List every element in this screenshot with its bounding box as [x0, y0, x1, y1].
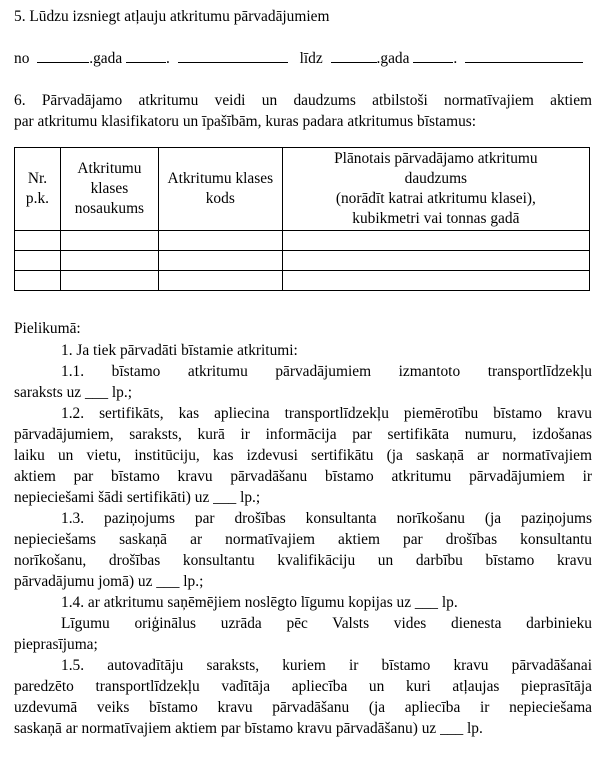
header-4-line-3: (norādīt katrai atkritumu klasei), — [335, 190, 536, 207]
appendix-item-1-2-a: 1.2. sertifikāts, kas apliecina transportlīdzekļu piemērotību bīstamo kravu — [61, 405, 592, 422]
table-cell[interactable] — [282, 271, 589, 291]
table-cell[interactable] — [60, 231, 158, 251]
header-planned-amount — [282, 148, 589, 231]
appendix-item-1-5-c: uzdevumā veiks bīstamo kravu pārvadāšanu (ja apliecība ir nepieciešama — [14, 699, 592, 716]
header-4-line-2: daudzums — [404, 170, 468, 187]
header-class-code: Atkritumu klases kods — [158, 148, 282, 231]
header-class-name: Atkritumu klases nosaukums — [60, 148, 158, 231]
table-header-row — [15, 148, 590, 231]
to-year-blank[interactable] — [413, 48, 453, 63]
from-year-label: .gada — [89, 50, 123, 67]
appendix-item-1-2-b: pārvadājumiem, saraksts, kurā ir informācija par sertifikāta numuru, izdošanas — [14, 426, 592, 443]
table-cell[interactable] — [15, 251, 61, 271]
table-cell[interactable] — [158, 271, 282, 291]
table-row — [15, 231, 590, 251]
table-cell[interactable] — [60, 251, 158, 271]
appendix-title: Pielikumā: — [14, 320, 81, 337]
originals-note-b: pieprasījuma; — [14, 636, 98, 653]
appendix-item-1-5-a: 1.5. autovadītāju saraksts, kuriem ir bīstamo kravu pārvadāšanai — [61, 657, 592, 674]
section-6-line-2: par atkritumu klasifikatoru un īpašībām, kuras padara atkritumus bīstamus: — [14, 113, 477, 130]
table-row — [15, 271, 590, 291]
header-4-line-4: kubikmetri vai tonnas gadā — [352, 210, 520, 227]
from-day-blank[interactable] — [37, 48, 89, 63]
appendix-item-1-2-d: aktiem par bīstamo kravu pārvadāšanu bīstamo atkritumu pārvadājumiem ir — [14, 468, 592, 485]
table-cell[interactable] — [15, 271, 61, 291]
dot: . — [453, 50, 458, 67]
section-6-line-1: 6. Pārvadājamo atkritumu veidi un daudzums atbilstoši normatīvajiem aktiem — [14, 92, 592, 109]
to-year-label: .gada — [376, 50, 410, 67]
table-row — [15, 251, 590, 271]
from-year-blank[interactable] — [126, 48, 166, 63]
to-month-blank[interactable] — [465, 48, 583, 63]
table-cell[interactable] — [158, 231, 282, 251]
originals-note-a: Līgumu oriģinālus uzrāda pēc Valsts vides dienesta darbinieku — [61, 615, 592, 632]
appendix-item-1-2-c: laiku un vietu, institūciju, kas izdevusi sertifikātu (ja saskaņā ar normatīvajiem — [14, 447, 592, 464]
header-4-line-1: Plānotais pārvadājamo atkritumu — [334, 150, 538, 167]
appendix-item-1-4: 1.4. ar atkritumu saņēmējiem noslēgto līgumu kopijas uz ___ lp. — [61, 594, 458, 611]
table-cell[interactable] — [60, 271, 158, 291]
dot: . — [166, 50, 170, 67]
section-5-heading: 5. Lūdzu izsniegt atļauju atkritumu pārvadājumiem — [14, 8, 330, 25]
appendix-item-1-3-c: norīkošanu, drošības konsultantu kvalifikāciju un darbību bīstamo kravu — [14, 552, 592, 569]
permit-period-line — [14, 48, 592, 69]
to-day-blank[interactable] — [331, 48, 377, 63]
table-cell[interactable] — [158, 251, 282, 271]
appendix-item-1-5-d: saskaņā ar normatīvajiem aktiem par bīstamo kravu pārvadāšanu) uz ___ lp. — [14, 720, 483, 737]
header-nr: Nr. p.k. — [15, 148, 61, 231]
appendix-item-1-3-b: nepieciešams saskaņā ar normatīvajiem aktiem par drošības konsultantu — [14, 531, 592, 548]
from-label: no — [14, 50, 30, 67]
from-month-blank[interactable] — [178, 48, 288, 63]
appendix-item-1: 1. Ja tiek pārvadāti bīstamie atkritumi: — [61, 342, 298, 359]
table-cell[interactable] — [282, 251, 589, 271]
to-label: līdz — [299, 50, 323, 67]
appendix-item-1-1-a: 1.1. bīstamo atkritumu pārvadājumiem izmantoto transportlīdzekļu — [61, 363, 592, 380]
appendix-item-1-1-b: saraksts uz ___ lp.; — [14, 384, 132, 401]
appendix-item-1-3-a: 1.3. paziņojums par drošības konsultanta norīkošanu (ja paziņojums — [61, 510, 592, 527]
appendix-item-1-5-b: paredzēto transportlīdzekļu vadītāja apliecība un kuri atļaujas pieprasītāja — [14, 678, 592, 695]
table-cell[interactable] — [15, 231, 61, 251]
table-cell[interactable] — [282, 231, 589, 251]
waste-table — [14, 147, 590, 291]
appendix-item-1-3-d: pārvadājumu jomā) uz ___ lp.; — [14, 573, 204, 590]
appendix-item-1-2-e: nepieciešami šādi sertifikāti) uz ___ lp.; — [14, 489, 261, 506]
